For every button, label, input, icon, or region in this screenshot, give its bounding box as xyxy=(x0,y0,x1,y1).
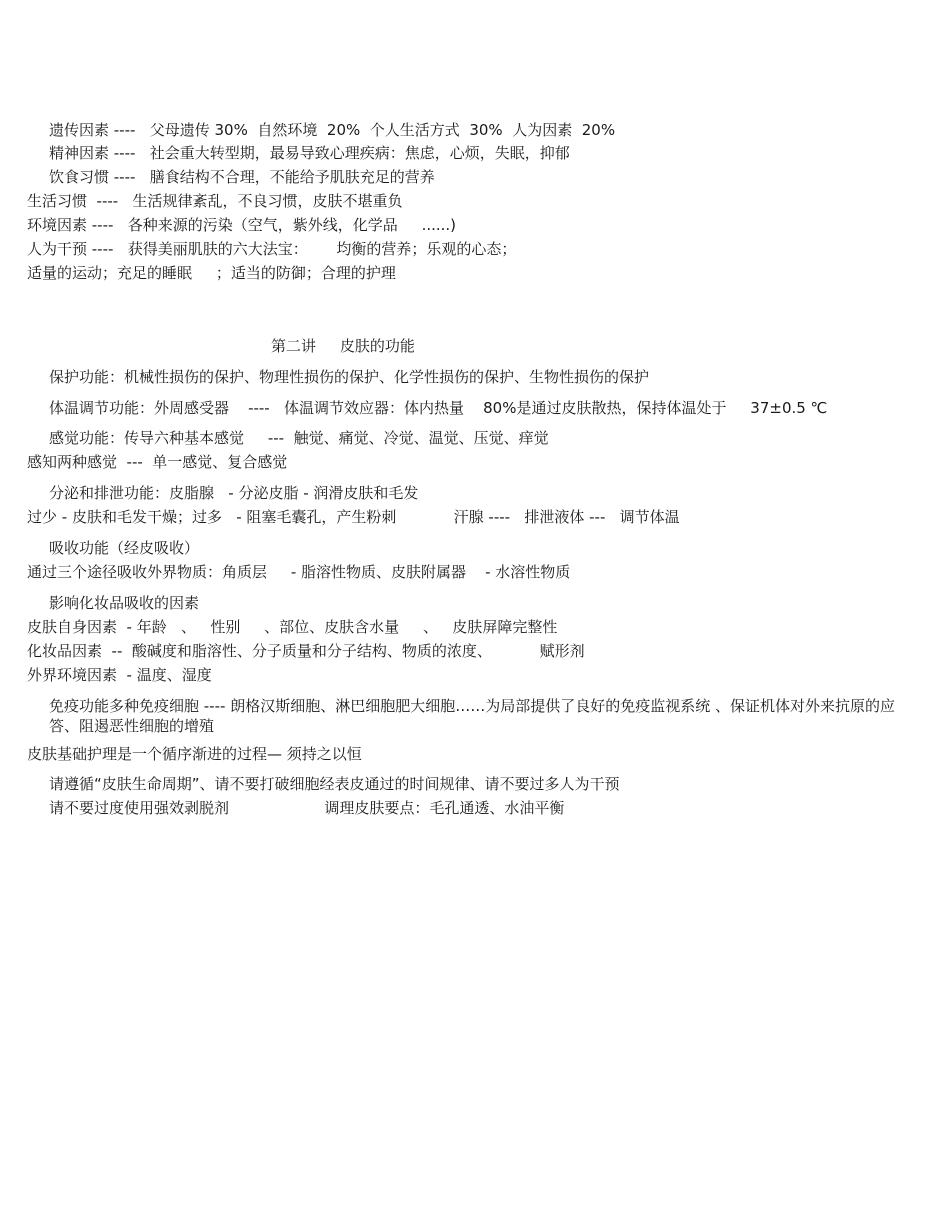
text-line-basic-care: 皮肤基础护理是一个循序渐进的过程— 须持之以恒 xyxy=(27,745,362,763)
text-line-secretion-function: 分泌和排泄功能：皮脂腺 - 分泌皮脂 - 润滑皮肤和毛发 xyxy=(49,484,419,502)
text-line-absorption-pathways: 通过三个途径吸收外界物质：角质层 - 脂溶性物质、皮肤附属器 - 水溶性物质 xyxy=(27,563,571,581)
text-line-care-points: 请不要过度使用强效剥脱剂 调理皮肤要点：毛孔通透、水油平衡 xyxy=(49,799,565,817)
text-line-skin-own-factors: 皮肤自身因素 - 年龄 、 性别 、部位、皮肤含水量 、 皮肤屏障完整性 xyxy=(27,618,558,636)
text-line-cosmetic-factors: 化妆品因素 -- 酸碱度和脂溶性、分子质量和分子结构、物质的浓度、 赋形剂 xyxy=(27,642,585,660)
text-line-sensory-function: 感觉功能：传导六种基本感觉 --- 触觉、痛觉、冷觉、温觉、压觉、痒觉 xyxy=(49,429,549,447)
section-heading-skin-functions: 第二讲 皮肤的功能 xyxy=(271,337,415,355)
text-line-genetic-factors: 遗传因素 ---- 父母遗传 30% 自然环境 20% 个人生活方式 30% 人为因素 20% xyxy=(49,121,616,139)
text-line-cosmetic-absorption-factors: 影响化妆品吸收的因素 xyxy=(49,594,200,612)
text-line-skin-life-cycle: 请遵循“皮肤生命周期”、请不要打破细胞经表皮通过的时间规律、请不要过多人为干预 xyxy=(49,775,620,793)
text-line-immune-function: 免疫功能多种免疫细胞 ---- 朗格汉斯细胞、淋巴细胞肥大细胞……为局部提供了良好的免疫监视系统 、保证机体对外来抗原的应答、阻遏恶性细胞的增殖 xyxy=(49,697,895,735)
text-line-living-habits: 生活习惯 ---- 生活规律紊乱，不良习惯，皮肤不堪重负 xyxy=(27,192,403,210)
text-line-six-treasures-cont: 适量的运动；充足的睡眠 ；适当的防御；合理的护理 xyxy=(27,264,396,282)
text-line-human-intervention: 人为干预 ---- 获得美丽肌肤的六大法宝： 均衡的营养；乐观的心态； xyxy=(27,240,517,258)
text-line-two-sensations: 感知两种感觉 --- 单一感觉、复合感觉 xyxy=(27,453,288,471)
text-line-sebum-sweat: 过少 - 皮肤和毛发干燥；过多 - 阻塞毛囊孔，产生粉刺 汗腺 ---- 排泄液体 --- 调节体温 xyxy=(27,508,680,526)
text-line-environment-factors: 环境因素 ---- 各种来源的污染（空气，紫外线，化学品 ......) xyxy=(27,216,457,234)
text-line-external-factors: 外界环境因素 - 温度、湿度 xyxy=(27,666,212,684)
text-line-diet-habits: 饮食习惯 ---- 膳食结构不合理，不能给予肌肤充足的营养 xyxy=(49,168,435,186)
text-line-absorption-function: 吸收功能（经皮吸收） xyxy=(49,539,200,557)
text-line-temperature-regulation: 体温调节功能：外周感受器 ---- 体温调节效应器：体内热量 80%是通过皮肤散热，保持体温处于 37±0.5 ℃ xyxy=(49,399,828,417)
text-line-mental-factors: 精神因素 ---- 社会重大转型期，最易导致心理疾病：焦虑，心烦，失眠，抑郁 xyxy=(49,144,570,162)
text-line-protection-function: 保护功能：机械性损伤的保护、物理性损伤的保护、化学性损伤的保护、生物性损伤的保护 xyxy=(49,368,650,386)
